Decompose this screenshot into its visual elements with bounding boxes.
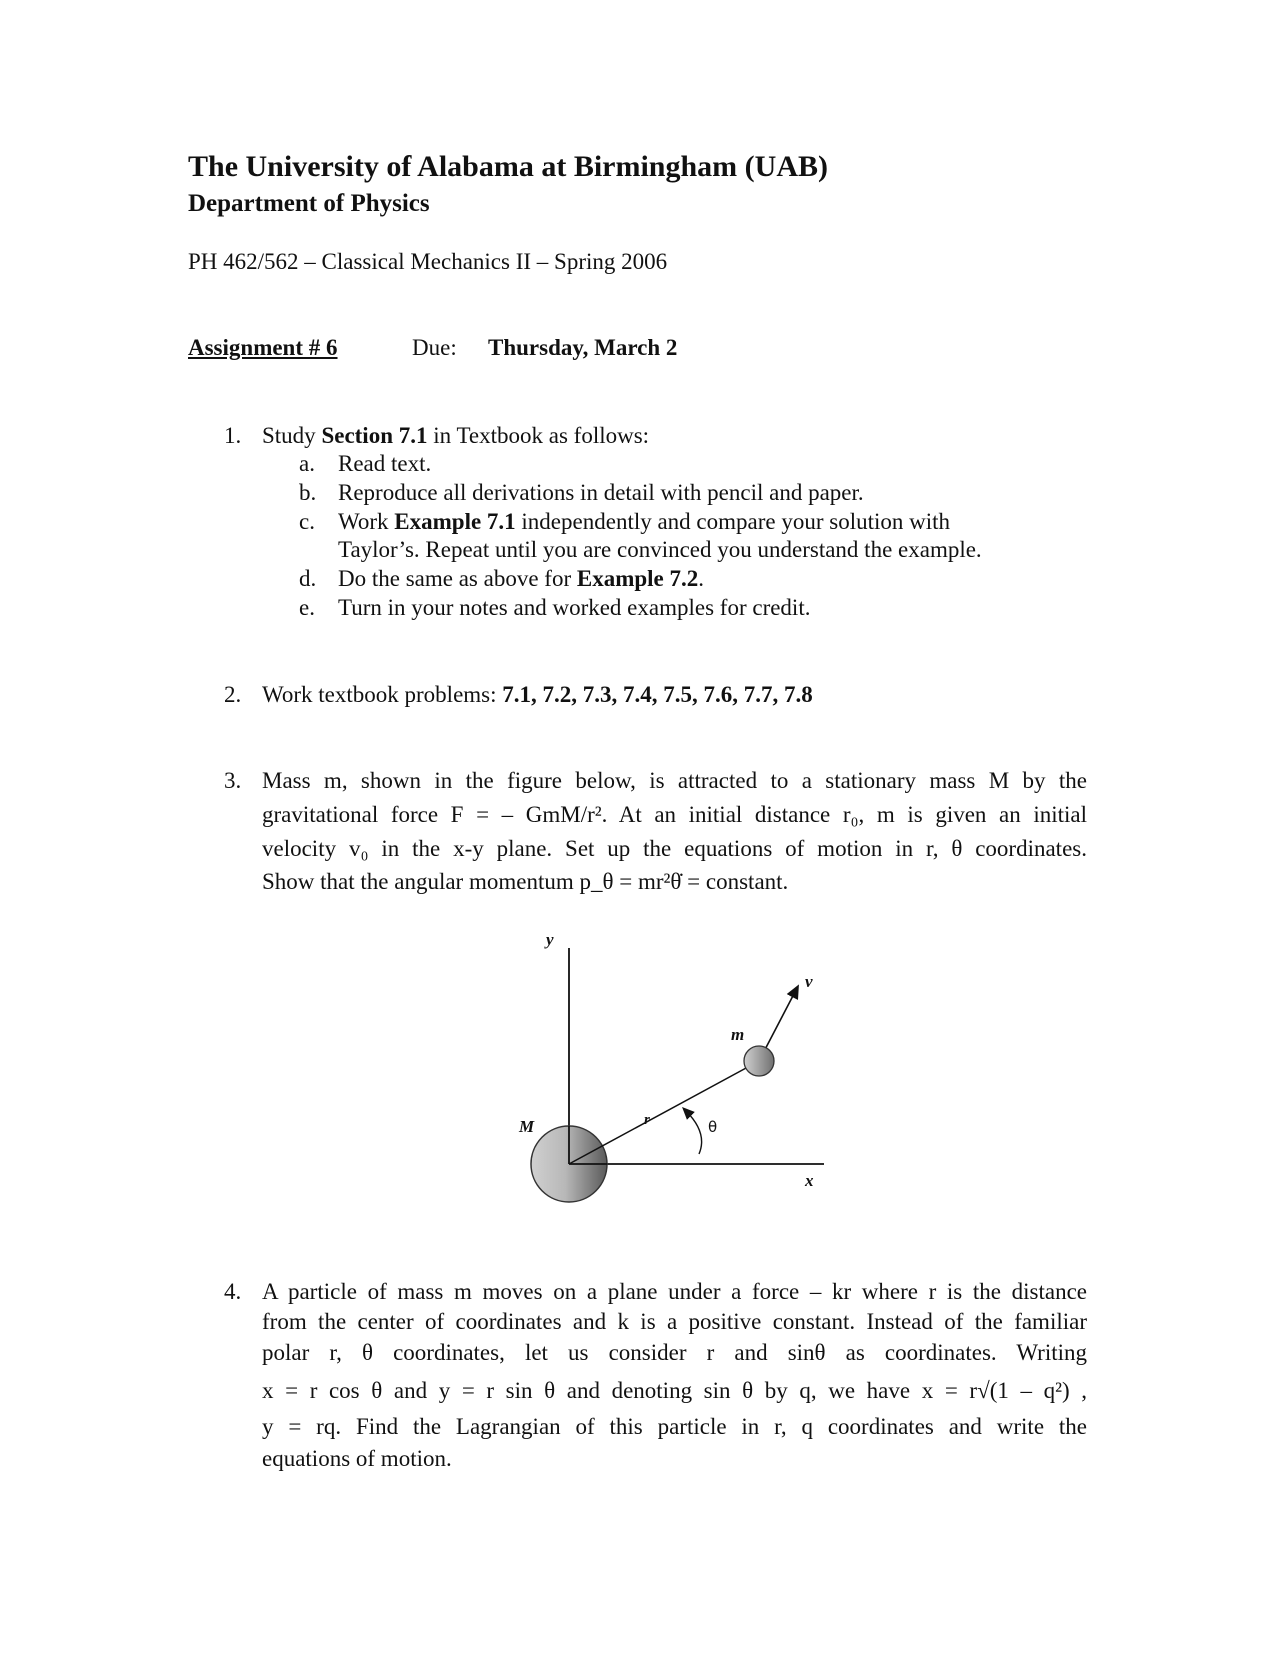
q1-intro [262,423,649,449]
q3-number: 3. [224,768,242,793]
q4-line: y = rq. Find the Lagrangian of this particle in r, q coordinates and write the [262,1414,1087,1439]
university-title: The University of Alabama at Birmingham (UAB) [188,150,828,183]
orbit-figure [500,930,860,1220]
theta-arc [686,1111,702,1154]
department-title: Department of Physics [188,190,430,217]
q3-line: Mass m, shown in the figure below, is attracted to a stationary mass M by the [262,768,1087,793]
q3-line: gravitational force F = – GmM/r². At an initial distance r₀, m is given an initial [262,802,1087,827]
due-date: Thursday, March 2 [488,335,678,360]
q1-item-c-bold: Example 7.1 [394,509,516,534]
q4-line: polar r, θ coordinates, let us consider r and sinθ as coordinates. Writing [262,1340,1087,1365]
q1-item-c-post: independently and compare your solution with [515,509,951,534]
large-mass-label: M [519,1117,535,1136]
assignment-row [188,335,678,361]
q1-item-text: Reproduce all derivations in detail with pencil and paper. [338,480,864,505]
q1-item-text [338,509,950,535]
q2-text [262,682,813,708]
q1-intro-pre: Study [262,423,322,448]
y-axis-label: y [546,930,554,949]
q1-intro-bold: Section 7.1 [321,423,428,448]
q1-item-d-post: . [698,566,705,591]
small-mass-label: m [731,1025,745,1044]
q4-line: x = r cos θ and y = r sin θ and denoting sin θ by q, we have x = r√(1 – q²) , [262,1378,1087,1403]
x-axis-label: x [805,1171,814,1190]
radius-line [569,1061,759,1164]
q3-line: velocity v₀ in the x-y plane. Set up the equations of motion in r, θ coordinates. [262,836,1087,861]
q1-item-c-pre: Work [338,509,395,534]
course-line: PH 462/562 – Classical Mechanics II – Spring 2006 [188,249,668,274]
q1-item-letter: d. [299,566,317,591]
q1-number: 1. [224,423,242,448]
q1-item-d-pre: Do the same as above for [338,566,577,591]
q2-problems: 7.1, 7.2, 7.3, 7.4, 7.5, 7.6, 7.7, 7.8 [502,682,813,707]
q2-pre: Work textbook problems: [262,682,503,707]
assignment-label: Assignment # 6 [188,335,338,360]
due-label: Due: [412,335,457,360]
q1-item-letter: b. [299,480,317,505]
q4-number: 4. [224,1279,242,1304]
velocity-label: v [805,972,813,991]
q3-line: Show that the angular momentum p_θ = mr²θ̇ = constant. [262,869,789,894]
q1-item-letter: e. [299,595,315,620]
q1-item-text [338,566,704,592]
q4-line: from the center of coordinates and k is a positive constant. Instead of the familiar [262,1309,1087,1334]
q1-item-letter: c. [299,509,315,534]
orbit-diagram [500,930,860,1220]
small-mass [744,1046,774,1076]
q1-item-d-bold: Example 7.2 [576,566,699,591]
q1-item-text: Read text. [338,451,432,476]
q4-line: A particle of mass m moves on a plane under a force – kr where r is the distance [262,1279,1087,1304]
q1-intro-post: in Textbook as follows: [427,423,650,448]
theta-label: θ [708,1118,718,1136]
q4-line: equations of motion. [262,1446,452,1471]
q2-number: 2. [224,682,242,707]
radius-label: r [644,1112,650,1128]
q1-item-text: Turn in your notes and worked examples for credit. [338,595,811,620]
q1-item-letter: a. [299,451,315,476]
q1-item-c-continuation: Taylor’s. Repeat until you are convinced you understand the example. [338,537,982,562]
